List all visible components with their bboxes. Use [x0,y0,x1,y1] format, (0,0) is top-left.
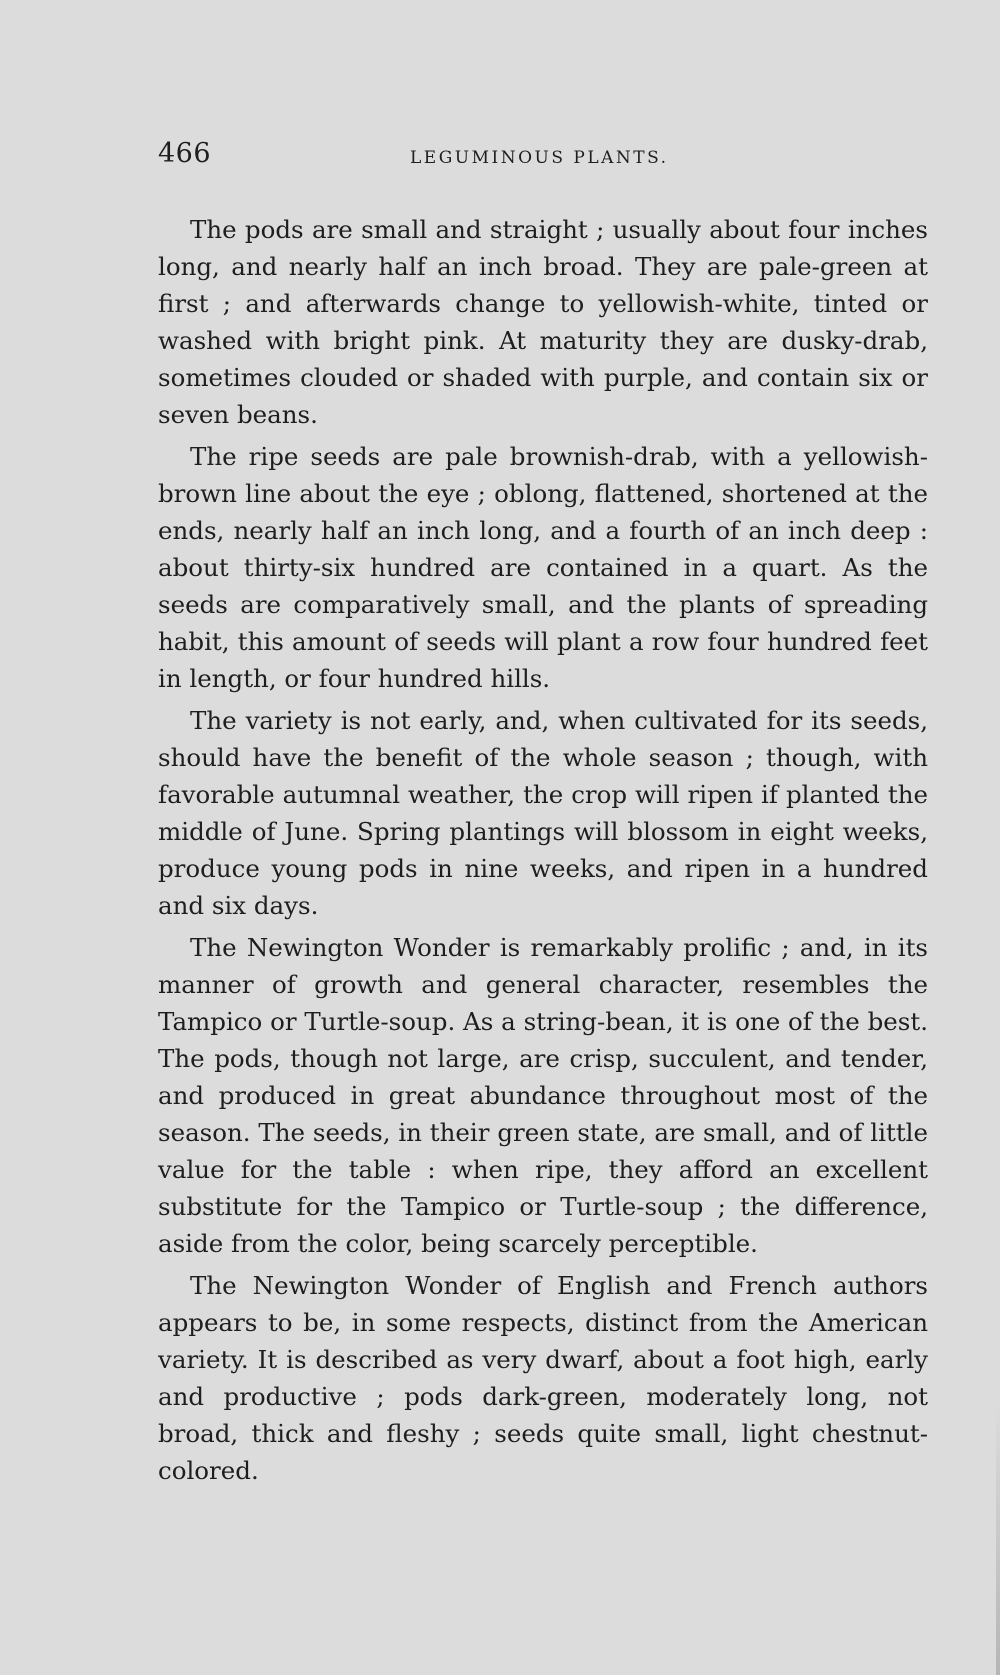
paragraph-newington-prolific: The Newington Wonder is remarkably prolific ; and, in its manner of growth and general character, resembles the Tampico or Turtle-soup. As a string-bean, it is one of the best. The pods, though not large, are crisp, succulent, and tender, and produced in great abundance throughout most of the season. The seeds, in their green state, are small, and of little value for the table : when ripe, they afford an excellent substitute for the Tampico or Turtle-soup ; the difference, aside from the color, being scarcely perceptible. [158,933,928,1258]
paragraph-variety-season: The variety is not early, and, when cultivated for its seeds, should have the benefit of the whole season ; though, with favorable autumnal weather, the crop will ripen if planted the middle of June. Spring plantings will blossom in eight weeks, produce young pods in nine weeks, and ripen in a hundred and six days. [158,706,928,920]
paragraph-newington-authors: The Newington Wonder of English and French authors appears to be, in some respects, distinct from the American variety. It is described as very dwarf, about a foot high, early and productive ; pods dark-green, moderately long, not broad, thick and fleshy ; seeds quite small, light chestnut-colored. [158,1271,928,1485]
running-header [158,138,928,186]
running-title: LEGUMINOUS PLANTS. [410,148,669,168]
paragraph-ripe-seeds: The ripe seeds are pale brownish-drab, with a yellowish-brown line about the eye ; oblong, flattened, shortened at the ends, nearly half an inch long, and a fourth of an inch deep : about thirty-six hundred are contained in a quart. As the seeds are comparatively small, and the plants of spreading habit, this amount of seeds will plant a row four hundred feet in length, or four hundred hills. [158,442,928,693]
paragraph-pods: The pods are small and straight ; usually about four inches long, and nearly half an inch broad. They are pale-green at first ; and afterwards change to yellowish-white, tinted or washed with bright pink. At maturity they are dusky-drab, sometimes clouded or shaded with purple, and contain six or seven beans. [158,215,928,429]
page-number: 466 [158,138,212,169]
body-text [158,211,928,1489]
page-edge-shadow [996,1400,1000,1675]
